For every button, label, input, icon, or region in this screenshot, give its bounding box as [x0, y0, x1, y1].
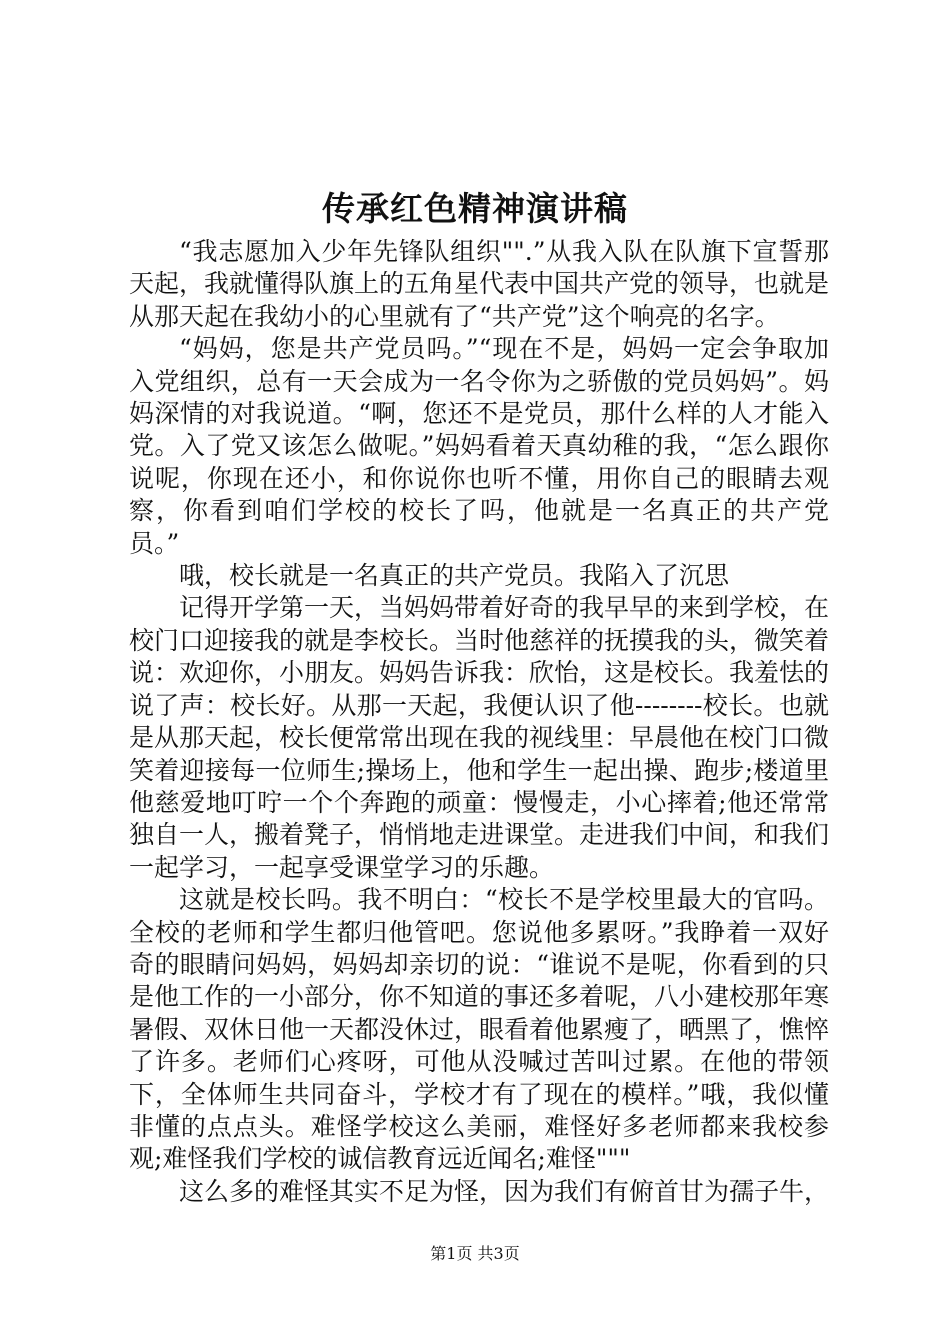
- document-body: [129, 236, 829, 1208]
- paragraph-5: 这就是校长吗。我不明白：“校长不是学校里最大的官吗。全校的老师和学生都归他管吧。您说他多累呀。”我睁着一双好奇的眼睛问妈妈，妈妈却亲切的说：“谁说不是呢，你看到的只是他工作的一小部分，你不知道的事还多着呢，八小建校那年寒暑假、双休日他一天都没休过，眼看着他累瘦了，晒黑了，憔悴了许多。老师们心疼呀，可他从没喊过苦叫过累。在他的带领下，全体师生共同奋斗，学校才有了现在的模样。”哦，我似懂非懂的点点头。难怪学校这么美丽，难怪好多老师都来我校参观;难怪我们学校的诚信教育远近闻名;难怪""": [129, 885, 830, 1174]
- paragraph-1: “我志愿加入少年先锋队组织"".”从我入队在队旗下宣誓那天起，我就懂得队旗上的五角星代表中国共产党的领导，也就是从那天起在我幼小的心里就有了“共产党”这个响亮的名字。: [129, 237, 830, 331]
- paragraph-3: 哦，校长就是一名真正的共产党员。我陷入了沉思: [179, 561, 730, 591]
- paragraph-2: “妈妈，您是共产党员吗。”“现在不是，妈妈一定会争取加入党组织，总有一天会成为一名令你为之骄傲的党员妈妈”。妈妈深情的对我说道。“啊，您还不是党员，那什么样的人才能入党。入了党又该怎么做呢。”妈妈看着天真幼稚的我，“怎么跟你说呢，你现在还小，和你说你也听不懂，用你自己的眼睛去观察，你看到咱们学校的校长了吗，他就是一名真正的共产党员。”: [129, 334, 829, 558]
- paragraph-6: 这么多的难怪其实不足为怪，因为我们有俯首甘为孺子牛，: [179, 1176, 830, 1206]
- page-footer: 第1页 共3页: [430, 1244, 520, 1263]
- document-title: 传承红色精神演讲稿: [322, 189, 628, 228]
- paragraph-4: 记得开学第一天，当妈妈带着好奇的我早早的来到学校，在校门口迎接我的就是李校长。当时他慈祥的抚摸我的头，微笑着说：欢迎你，小朋友。妈妈告诉我：欣怡，这是校长。我羞怯的说了声：校长好。从那一天起，我便认识了他--------校长。也就是从那天起，校长便常常出现在我的视线里：早晨他在校门口微笑着迎接每一位师生;操场上，他和学生一起出操、跑步;楼道里他慈爱地叮咛一个个奔跑的顽童：慢慢走，小心摔着;他还常常独自一人，搬着凳子，悄悄地走进课堂。走进我们中间，和我们一起学习，一起享受课堂学习的乐趣。: [129, 593, 830, 882]
